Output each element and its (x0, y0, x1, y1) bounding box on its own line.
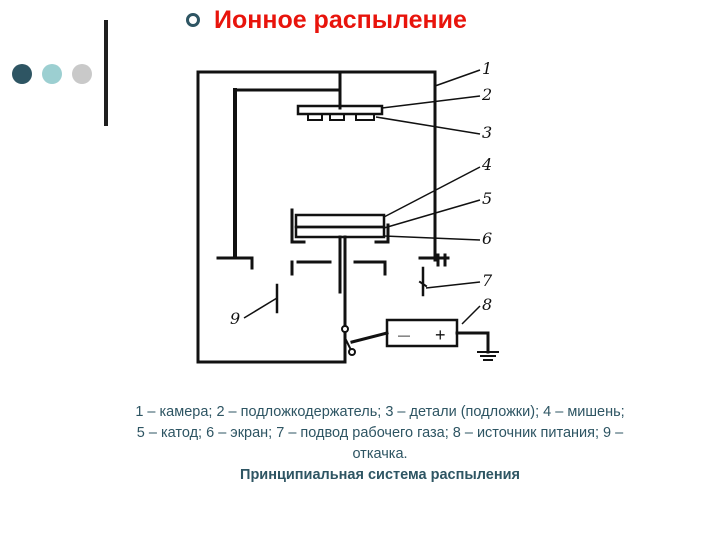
label-6: 6 (482, 229, 493, 248)
decor-dots (12, 64, 92, 86)
substrate-3 (356, 114, 374, 120)
vertical-divider (104, 20, 108, 126)
label-2: 2 (482, 85, 493, 104)
title-bullet-icon (186, 13, 200, 27)
figure-title: Принципиальная система распыления (240, 467, 520, 483)
label-1: 1 (482, 59, 493, 78)
dot-dark (12, 64, 32, 84)
psu-plus: + (435, 325, 446, 345)
dot-teal (42, 64, 62, 84)
cathode-stem (340, 237, 345, 292)
legend-line-3: откачка. (352, 446, 408, 462)
label-5: 5 (482, 189, 493, 208)
sputtering-diagram (180, 50, 510, 375)
slide-title: Ионное распыление (214, 6, 467, 34)
chamber-base-left (218, 258, 252, 268)
psu-minus: — (398, 328, 410, 342)
label-7: 7 (482, 271, 493, 290)
substrate-2 (330, 114, 344, 120)
substrate-1 (308, 114, 322, 120)
substrate-holder (298, 106, 382, 114)
dot-gray (72, 64, 92, 84)
label-4: 4 (482, 155, 493, 174)
label-3: 3 (482, 123, 493, 142)
label-8: 8 (482, 295, 493, 314)
figure-caption (60, 402, 700, 486)
legend-line-1: 1 – камера; 2 – подложкодержатель; 3 – детали (подложки); 4 – мишень; (135, 404, 625, 420)
label-9: 9 (230, 309, 241, 328)
target (296, 215, 384, 227)
legend-line-2: 5 – катод; 6 – экран; 7 – подвод рабочего газа; 8 – источник питания; 9 – (136, 425, 624, 441)
